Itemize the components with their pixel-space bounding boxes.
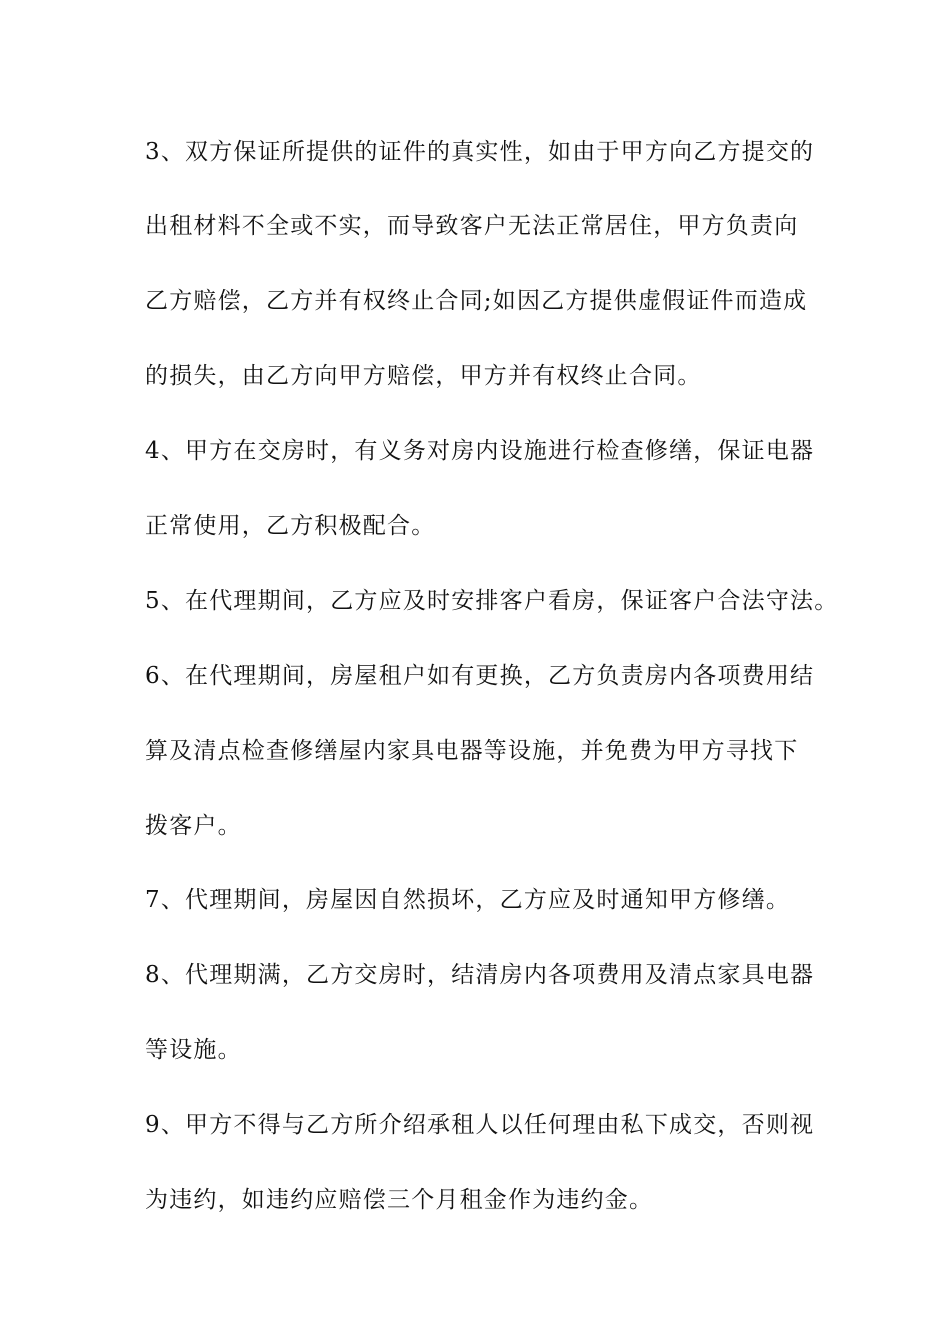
- clause-3-line-3: 乙方赔偿，乙方并有权终止合同;如因乙方提供虚假证件而造成: [145, 288, 808, 314]
- clause-9-line-2: 为违约，如违约应赔偿三个月租金作为违约金。: [145, 1187, 654, 1213]
- clause-6-line-3: 拨客户。: [145, 813, 242, 839]
- clause-3-line-1: 3、双方保证所提供的证件的真实性，如由于甲方向乙方提交的: [145, 139, 815, 165]
- clause-6-line-2: 算及清点检查修缮屋内家具电器等设施，并免费为甲方寻找下: [145, 738, 799, 764]
- clause-3-line-2: 出租材料不全或不实，而导致客户无法正常居住，甲方负责向: [145, 213, 799, 239]
- clause-5-line-1: 5、在代理期间，乙方应及时安排客户看房，保证客户合法守法。: [145, 588, 839, 614]
- clause-6-line-1: 6、在代理期间，房屋租户如有更换，乙方负责房内各项费用结: [145, 663, 815, 689]
- clause-7-line-1: 7、代理期间，房屋因自然损坏，乙方应及时通知甲方修缮。: [145, 887, 791, 913]
- clause-8-line-2: 等设施。: [145, 1037, 242, 1063]
- clause-9-line-1: 9、甲方不得与乙方所介绍承租人以任何理由私下成交，否则视: [145, 1112, 815, 1138]
- clause-8-line-1: 8、代理期满，乙方交房时，结清房内各项费用及清点家具电器: [145, 962, 815, 988]
- clause-4-line-2: 正常使用，乙方积极配合。: [145, 513, 436, 539]
- clause-3-line-4: 的损失，由乙方向甲方赔偿，甲方并有权终止合同。: [145, 363, 702, 389]
- clause-4-line-1: 4、甲方在交房时，有义务对房内设施进行检查修缮，保证电器: [145, 438, 815, 464]
